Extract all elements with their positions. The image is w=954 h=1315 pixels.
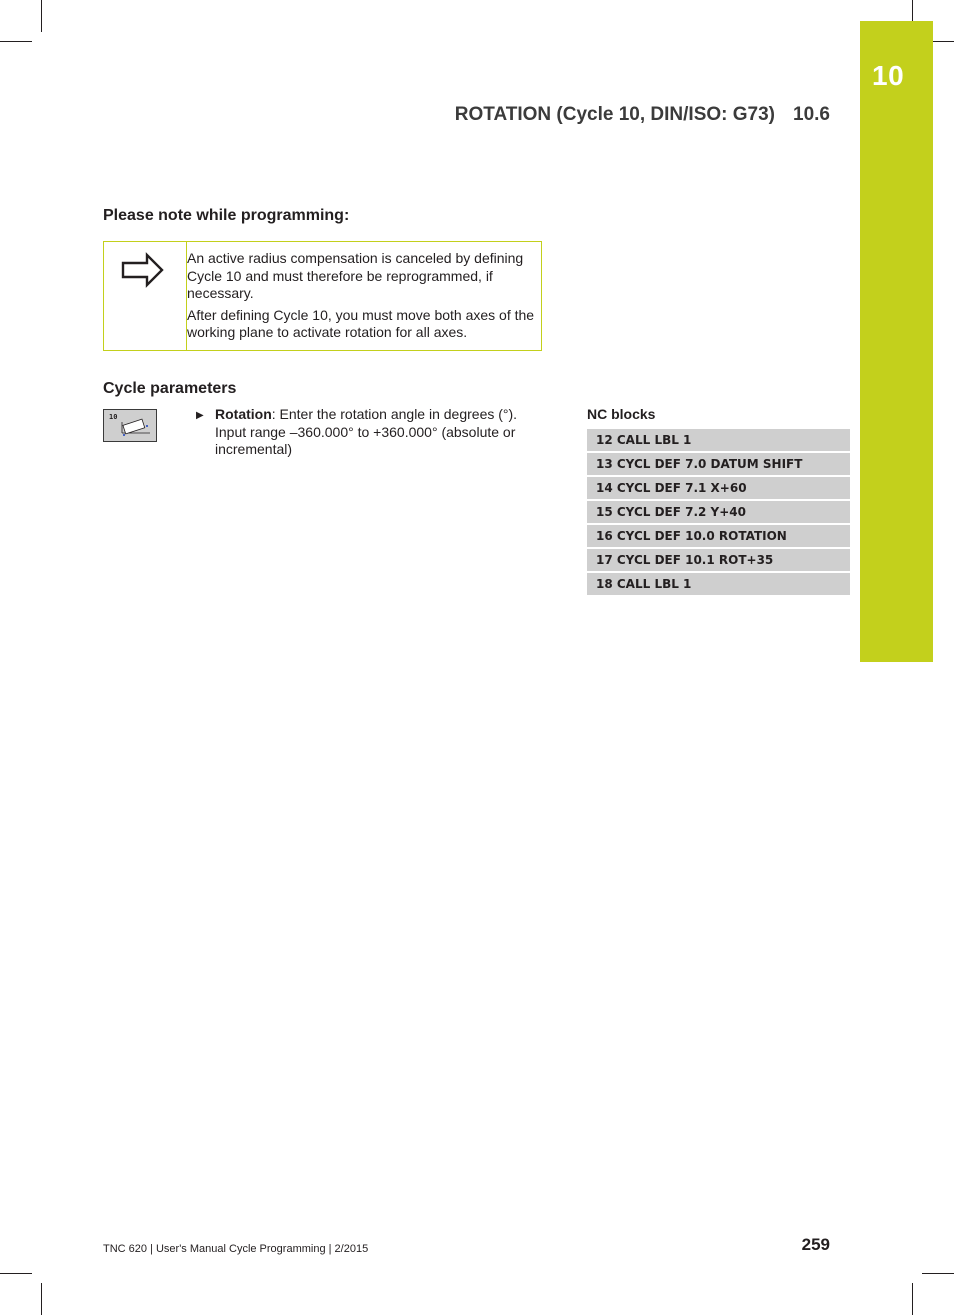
cycle-10-rotation-softkey-icon (103, 409, 157, 442)
nc-blocks-list (587, 429, 850, 597)
crop-mark (41, 0, 42, 32)
softkey-label: 10 (109, 413, 118, 421)
crop-mark (912, 1283, 913, 1315)
chapter-tab (860, 21, 933, 662)
arrow-right-icon (120, 252, 166, 288)
parameter-description (215, 406, 541, 459)
rotation-graphic-icon (104, 410, 156, 441)
nc-blocks-heading: NC blocks (587, 406, 656, 422)
parameter-rotation (196, 406, 541, 459)
cycle-parameters-heading: Cycle parameters (103, 380, 237, 397)
crop-mark (0, 41, 32, 42)
page-number: 259 (801, 1235, 830, 1254)
nc-block-line: 13 CYCL DEF 7.0 DATUM SHIFT (587, 453, 850, 475)
parameter-text: : Enter the rotation angle in degrees (°). Input range –360.000° to +360.000° (absolute or incremental) (215, 406, 518, 457)
note-heading: Please note while programming: (103, 207, 350, 224)
nc-block-line: 15 CYCL DEF 7.2 Y+40 (587, 501, 850, 523)
note-paragraph: An active radius compensation is canceled by defining Cycle 10 and must therefore be reprogrammed, if necessary. (187, 250, 524, 301)
chapter-number: 10 (872, 60, 905, 91)
running-head-title: ROTATION (Cycle 10, DIN/ISO: G73) (454, 104, 776, 125)
crop-mark (0, 1273, 32, 1274)
crop-mark (41, 1283, 42, 1315)
nc-block-line: 14 CYCL DEF 7.1 X+60 (587, 477, 850, 499)
note-paragraph: After defining Cycle 10, you must move both axes of the working plane to activate rotation for all axes. (187, 306, 535, 340)
nc-block-line: 17 CYCL DEF 10.1 ROT+35 (587, 549, 850, 571)
nc-block-line: 12 CALL LBL 1 (587, 429, 850, 451)
note-box (103, 241, 542, 351)
parameter-name: Rotation (215, 406, 272, 422)
footer-text: TNC 620 | User's Manual Cycle Programming | 2/2015 (103, 1243, 369, 1255)
crop-mark (922, 1273, 954, 1274)
nc-block-line: 18 CALL LBL 1 (587, 573, 850, 595)
nc-block-line: 16 CYCL DEF 10.0 ROTATION (587, 525, 850, 547)
running-head (455, 104, 830, 126)
running-head-section: 10.6 (793, 104, 830, 125)
note-text (187, 250, 537, 346)
bullet-triangle-icon: ▶ (196, 410, 204, 421)
